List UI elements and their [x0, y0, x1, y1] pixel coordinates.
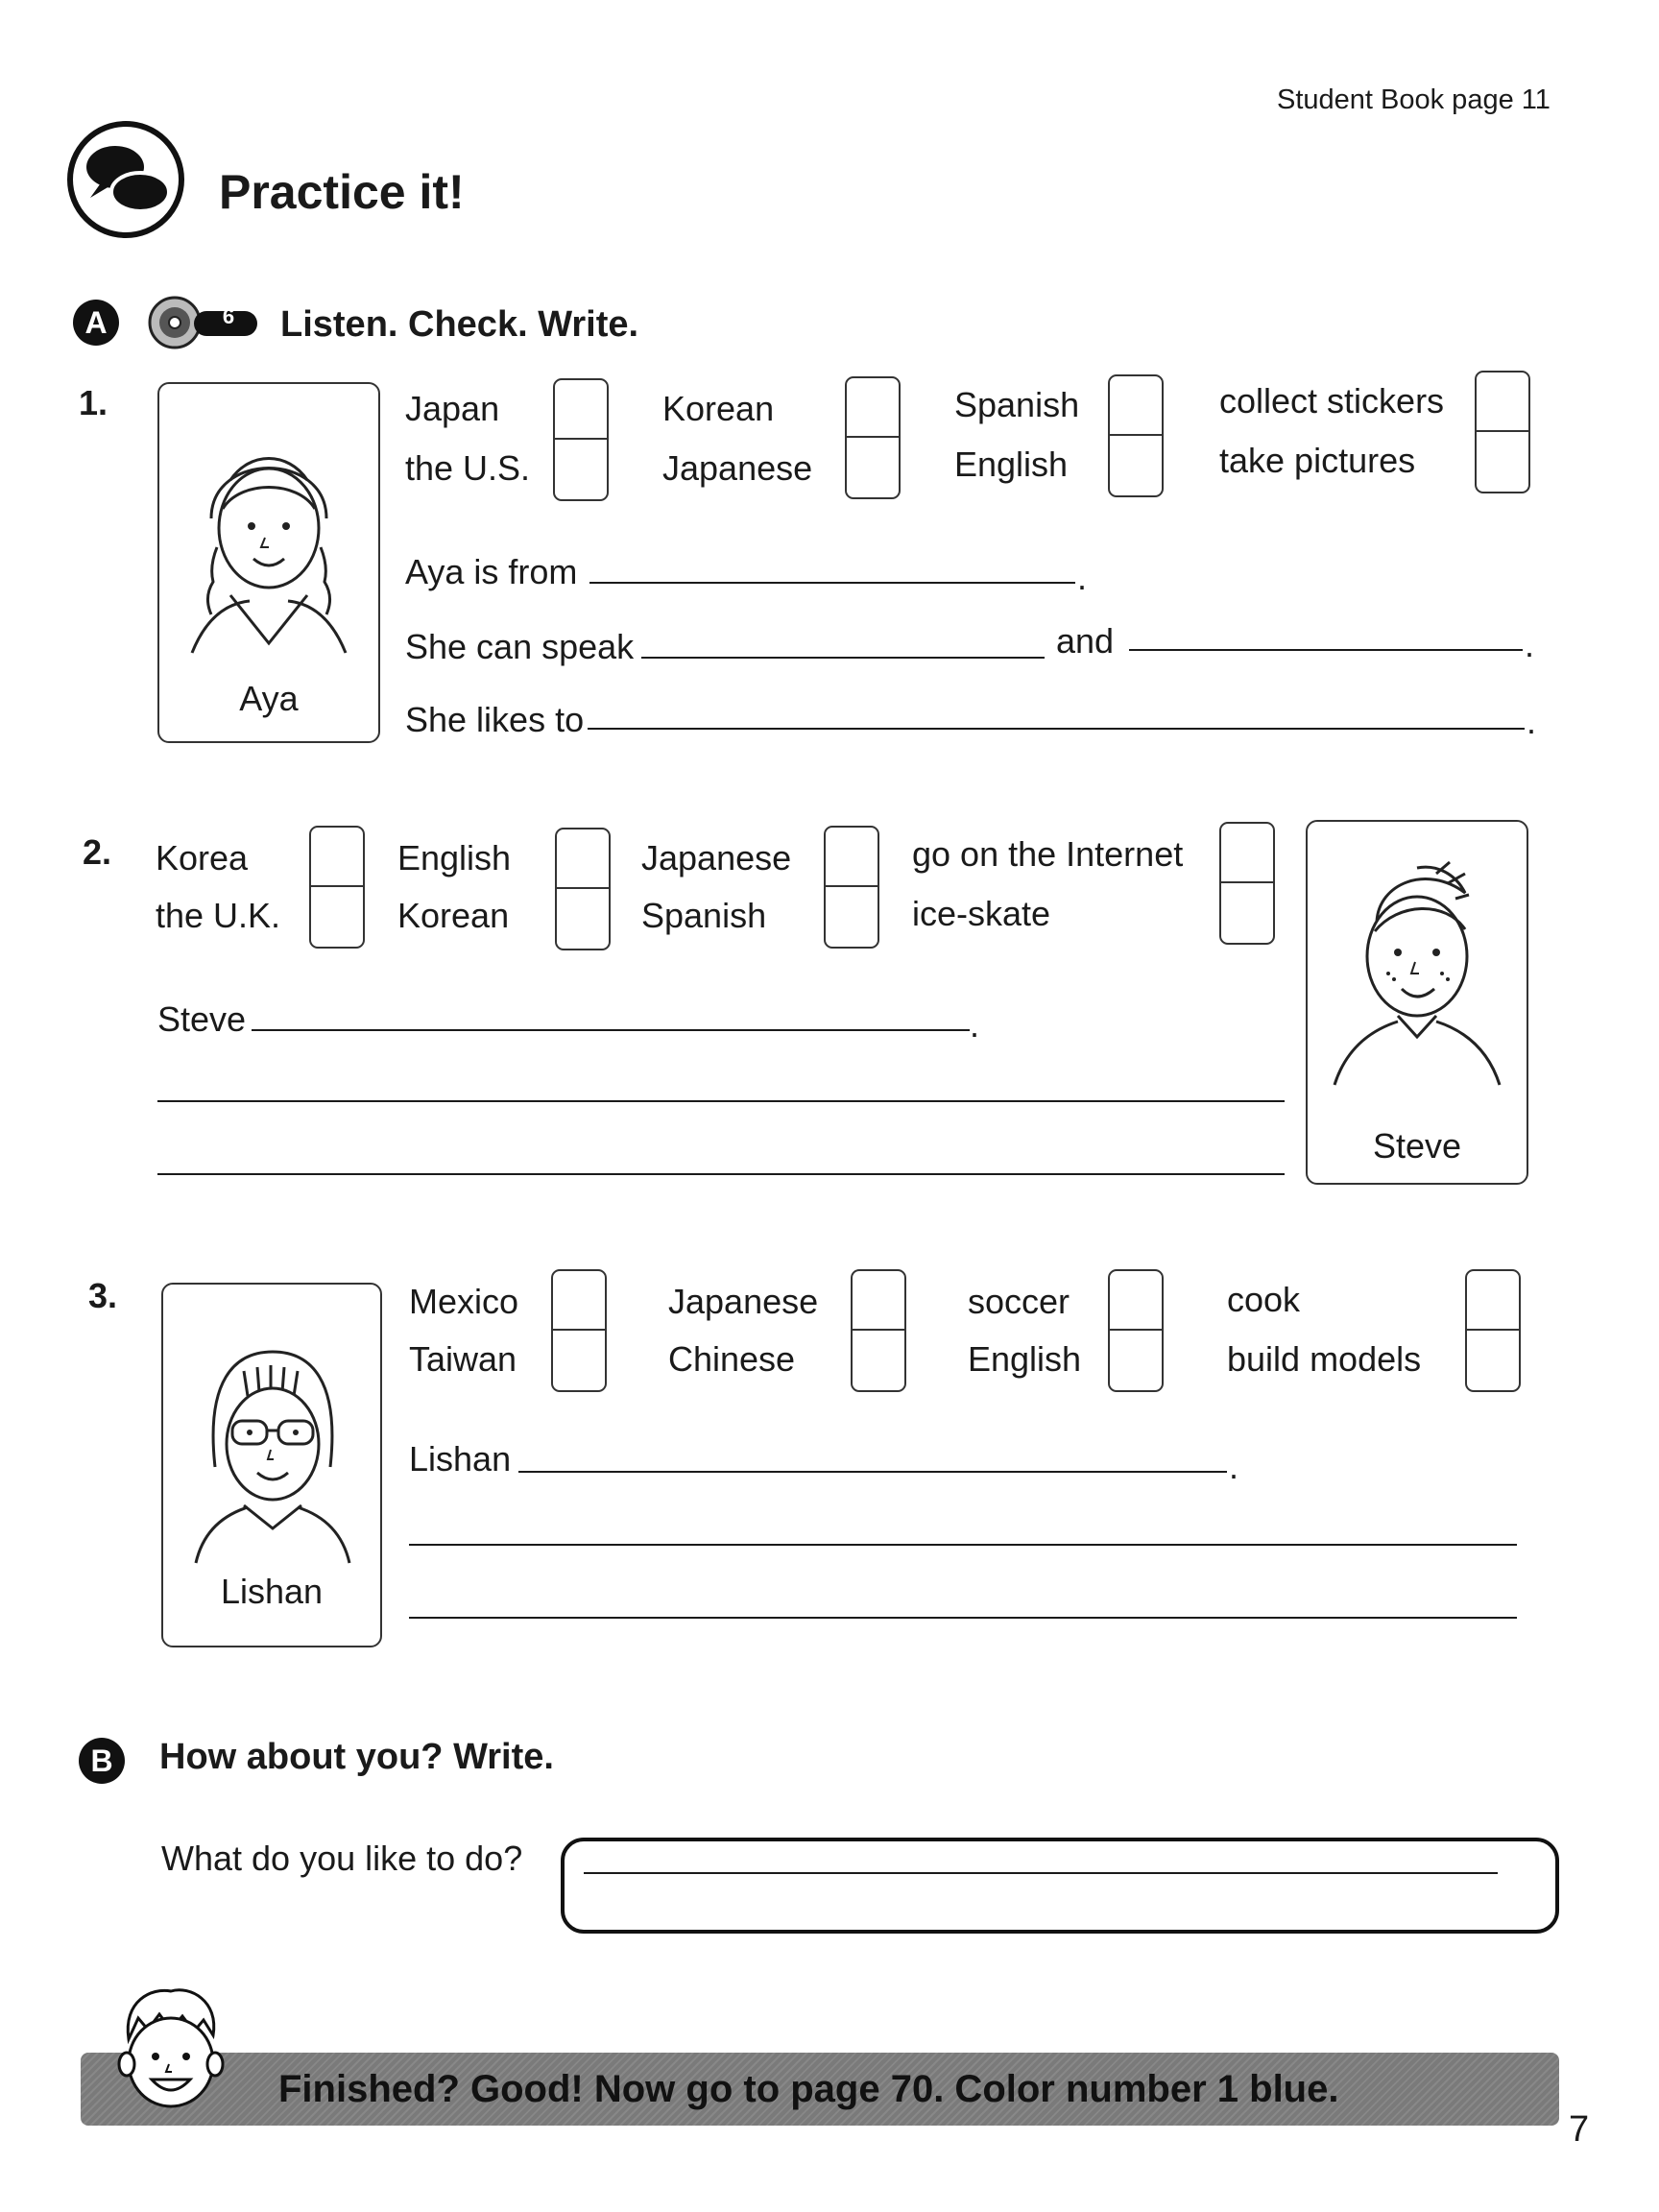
choice-option: Mexico [409, 1282, 519, 1321]
check-box-top[interactable] [1467, 1271, 1519, 1331]
lishan-prompt: Lishan [409, 1439, 512, 1479]
check-box-pair [1108, 1269, 1164, 1392]
choice-option: Spanish [954, 385, 1080, 424]
check-box-bottom[interactable] [826, 887, 878, 947]
check-box-bottom[interactable] [557, 889, 609, 949]
aya-speak-prompt: She can speak [405, 627, 635, 666]
check-box-bottom[interactable] [553, 1331, 605, 1390]
period: . [970, 1005, 980, 1045]
check-box-top[interactable] [557, 830, 609, 889]
section-b-badge: B [79, 1738, 125, 1784]
aya-name: Aya [239, 679, 299, 718]
check-box-pair [851, 1269, 906, 1392]
write-line[interactable] [589, 582, 1075, 584]
choice-option: Japan [405, 389, 500, 428]
write-line[interactable] [641, 657, 1045, 659]
speech-bubbles-icon [65, 119, 186, 240]
period: . [1077, 558, 1088, 597]
item-number: 2. [83, 832, 112, 872]
choice-option: the U.K. [156, 896, 281, 935]
choice-option: build models [1227, 1339, 1422, 1379]
write-line[interactable] [157, 1100, 1285, 1102]
choice-option: Korean [397, 896, 510, 935]
check-box-pair [845, 376, 901, 499]
period: . [1527, 702, 1537, 741]
boy-mascot-icon [113, 1982, 227, 2110]
check-box-top[interactable] [1110, 376, 1162, 436]
check-box-pair [824, 826, 879, 949]
period: . [1229, 1447, 1239, 1486]
check-box-pair [551, 1269, 607, 1392]
choice-option: English [397, 838, 512, 878]
aya-from-prompt: Aya is from [405, 552, 578, 591]
aya-card [157, 382, 380, 743]
and-word: and [1056, 621, 1115, 661]
lishan-card [161, 1283, 382, 1647]
steve-prompt: Steve [157, 999, 247, 1039]
choice-option: Japanese [668, 1282, 819, 1321]
write-line[interactable] [1129, 649, 1523, 651]
banner-text: Finished? Good! Now go to page 70. Color number 1 blue. [278, 2068, 1339, 2110]
check-box-bottom[interactable] [1221, 883, 1273, 943]
check-box-top[interactable] [847, 378, 899, 438]
item-number: 1. [79, 383, 108, 422]
choice-option: Korea [156, 838, 249, 878]
check-box-pair [553, 378, 609, 501]
choice-option: Japanese [662, 448, 813, 488]
check-box-bottom[interactable] [1477, 432, 1528, 492]
aya-likes-prompt: She likes to [405, 700, 585, 739]
check-box-pair [1108, 374, 1164, 497]
choice-option: collect stickers [1219, 381, 1445, 421]
write-line[interactable] [409, 1544, 1517, 1546]
choice-option: Korean [662, 389, 775, 428]
choice-option: cook [1227, 1280, 1301, 1319]
choice-option: English [954, 445, 1069, 484]
lishan-name: Lishan [220, 1572, 324, 1611]
check-box-top[interactable] [311, 828, 363, 887]
check-box-top[interactable] [826, 828, 878, 887]
choice-option: English [968, 1339, 1082, 1379]
write-line[interactable] [518, 1471, 1227, 1473]
check-box-top[interactable] [555, 380, 607, 440]
item-number: 3. [88, 1276, 118, 1315]
steve-portrait [1321, 845, 1513, 1094]
check-box-top[interactable] [1221, 824, 1273, 883]
check-box-top[interactable] [1477, 373, 1528, 432]
check-box-bottom[interactable] [847, 438, 899, 497]
aya-portrait [173, 413, 365, 662]
period: . [1525, 625, 1535, 664]
steve-card [1306, 820, 1528, 1185]
choice-option: Chinese [668, 1339, 796, 1379]
check-box-top[interactable] [553, 1271, 605, 1331]
write-line[interactable] [409, 1617, 1517, 1619]
check-box-bottom[interactable] [853, 1331, 904, 1390]
check-box-bottom[interactable] [555, 440, 607, 499]
page-title: Practice it! [219, 165, 465, 219]
choice-option: take pictures [1219, 441, 1416, 480]
choice-option: go on the Internet [912, 834, 1184, 874]
write-line[interactable] [157, 1173, 1285, 1175]
check-box-pair [1475, 371, 1530, 493]
check-box-bottom[interactable] [1110, 1331, 1162, 1390]
check-box-bottom[interactable] [1467, 1331, 1519, 1390]
choice-option: ice-skate [912, 894, 1051, 933]
book-reference: Student Book page 11 [1277, 84, 1551, 115]
steve-name: Steve [1372, 1126, 1462, 1166]
choice-option: soccer [968, 1282, 1070, 1321]
choice-option: Japanese [641, 838, 792, 878]
check-box-top[interactable] [1110, 1271, 1162, 1331]
write-line[interactable] [584, 1872, 1498, 1874]
section-a-badge: A [73, 300, 119, 346]
choice-option: Spanish [641, 896, 767, 935]
lishan-portrait [177, 1323, 369, 1573]
write-line[interactable] [588, 728, 1525, 730]
track-number: 6 [222, 304, 235, 328]
section-b-question: What do you like to do? [161, 1839, 523, 1878]
write-line[interactable] [252, 1029, 970, 1031]
page-number: 7 [1569, 2109, 1590, 2150]
check-box-pair [309, 826, 365, 949]
check-box-bottom[interactable] [1110, 436, 1162, 495]
choice-option: the U.S. [405, 448, 531, 488]
section-a-instruction: Listen. Check. Write. [280, 304, 639, 345]
check-box-pair [1465, 1269, 1521, 1392]
choice-option: Taiwan [409, 1339, 517, 1379]
section-b-instruction: How about you? Write. [159, 1737, 554, 1777]
check-box-bottom[interactable] [311, 887, 363, 947]
check-box-pair [1219, 822, 1275, 945]
answer-box [561, 1838, 1559, 1934]
check-box-pair [555, 828, 611, 950]
check-box-top[interactable] [853, 1271, 904, 1331]
